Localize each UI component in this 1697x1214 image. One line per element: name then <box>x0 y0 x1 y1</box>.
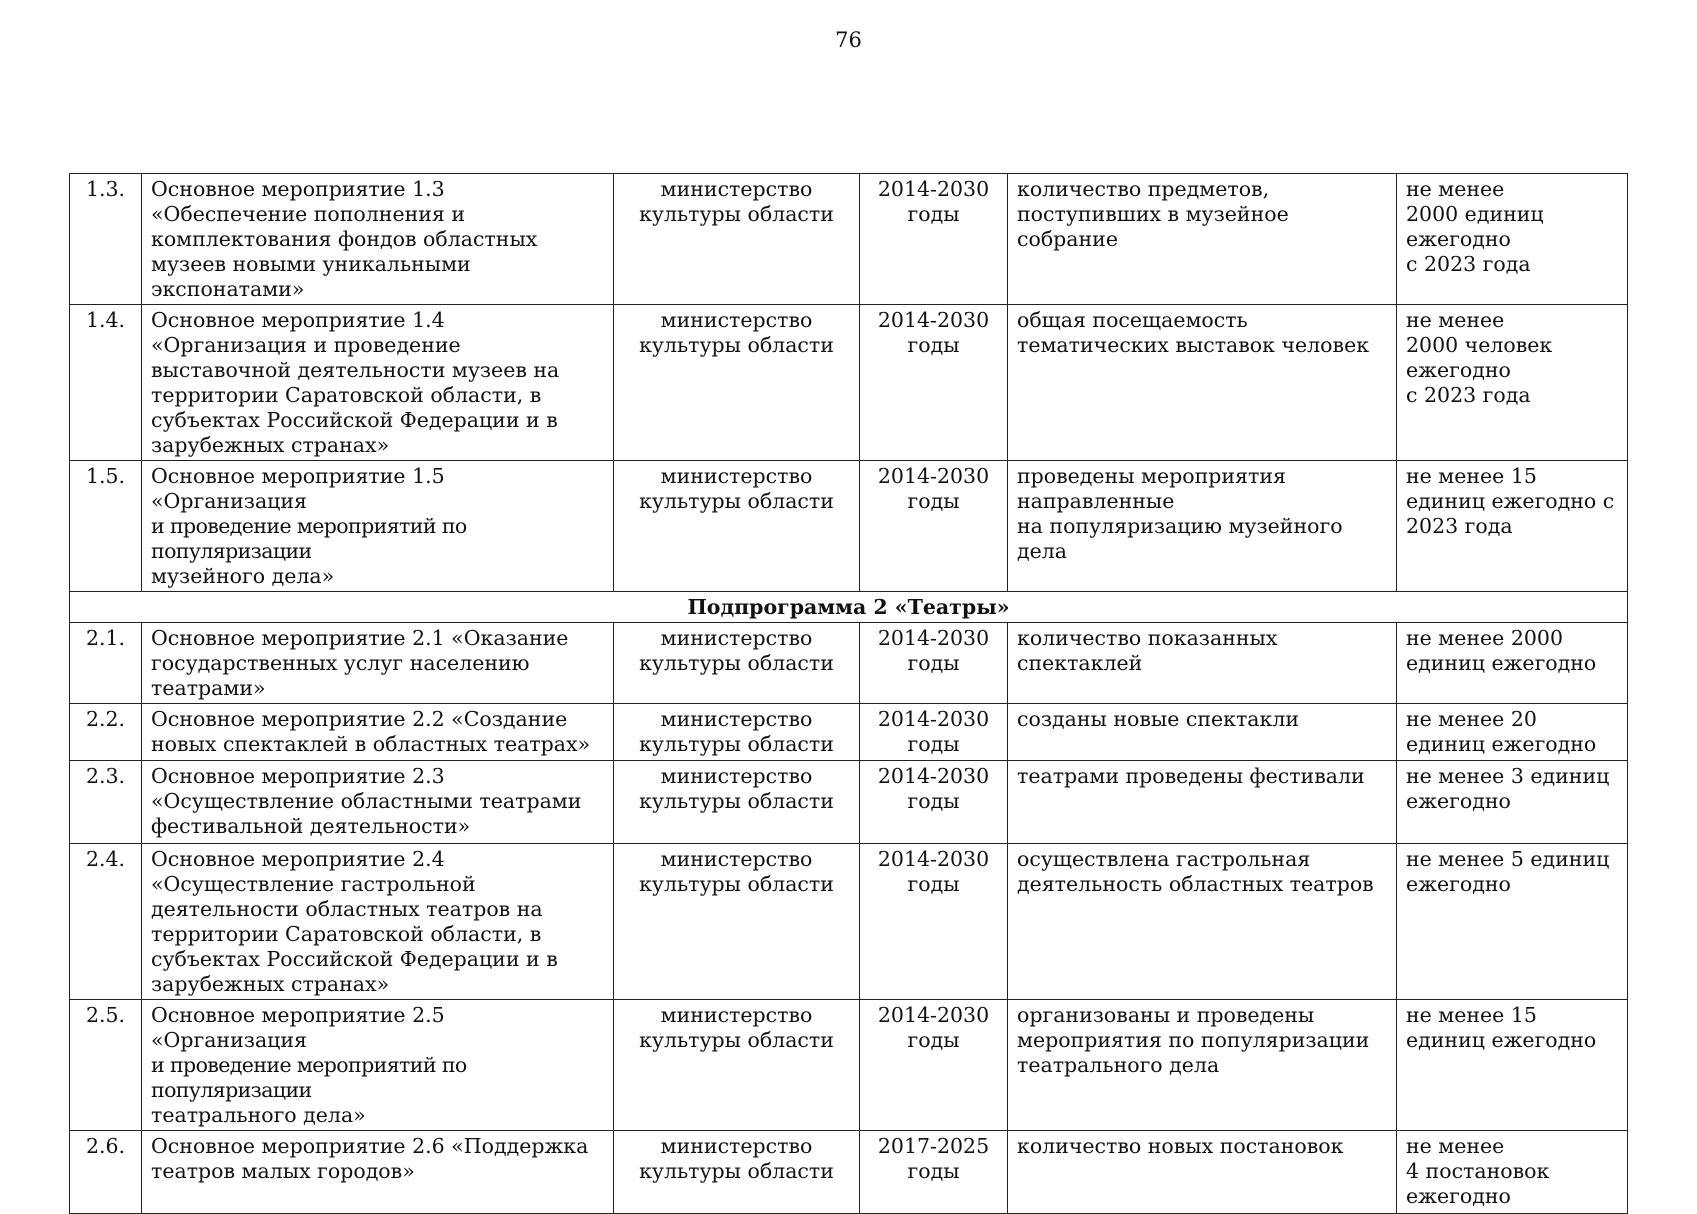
period: 2014-2030 годы <box>860 623 1008 704</box>
target-value: не менее 2000 человек ежегодно с 2023 года <box>1397 305 1628 461</box>
period: 2014-2030 годы <box>860 704 1008 761</box>
indicator: созданы новые спектакли <box>1008 704 1397 761</box>
period: 2014-2030 годы <box>860 844 1008 1000</box>
executor: министерство культуры области <box>614 844 860 1000</box>
row-number: 2.4. <box>70 844 142 1000</box>
section-row <box>70 592 1628 623</box>
event-name <box>142 461 614 592</box>
period: 2017-2025 годы <box>860 1131 1008 1214</box>
indicator: количество новых постановок <box>1008 1131 1397 1214</box>
table-row <box>70 1131 1628 1214</box>
table-row <box>70 623 1628 704</box>
executor: министерство культуры области <box>614 305 860 461</box>
table-row <box>70 461 1628 592</box>
indicator: проведены мероприятия направленные на популяризацию музейного дела <box>1008 461 1397 592</box>
indicator: театрами проведены фестивали <box>1008 761 1397 844</box>
row-number: 2.3. <box>70 761 142 844</box>
row-number: 2.6. <box>70 1131 142 1214</box>
target-value: не менее 2000 единиц ежегодно <box>1397 623 1628 704</box>
table-row <box>70 761 1628 844</box>
event-name-line: и проведение мероприятий по популяризации <box>151 1053 467 1102</box>
target-value: не менее 20 единиц ежегодно <box>1397 704 1628 761</box>
executor: министерство культуры области <box>614 1131 860 1214</box>
event-name: Основное мероприятие 1.4 «Организация и проведение выставочной деятельности музеев на территории Саратовской области, в субъектах Российской Федерации и в зарубежных странах» <box>142 305 614 461</box>
period: 2014-2030 годы <box>860 761 1008 844</box>
table-row <box>70 174 1628 305</box>
row-number: 2.1. <box>70 623 142 704</box>
executor: министерство культуры области <box>614 623 860 704</box>
target-value: не менее 5 единиц ежегодно <box>1397 844 1628 1000</box>
indicator: количество предметов, поступивших в музейное собрание <box>1008 174 1397 305</box>
event-name: Основное мероприятие 1.3 «Обеспечение пополнения и комплектования фондов областных музеев новыми уникальными экспонатами» <box>142 174 614 305</box>
event-name: Основное мероприятие 2.4 «Осуществление гастрольной деятельности областных театров на территории Саратовской области, в субъектах Российской Федерации и в зарубежных странах» <box>142 844 614 1000</box>
target-value: не менее 15 единиц ежегодно <box>1397 1000 1628 1131</box>
row-number: 1.3. <box>70 174 142 305</box>
executor: министерство культуры области <box>614 174 860 305</box>
indicator: организованы и проведены мероприятия по популяризации театрального дела <box>1008 1000 1397 1131</box>
period: 2014-2030 годы <box>860 305 1008 461</box>
table-row <box>70 844 1628 1000</box>
target-value: не менее 3 единиц ежегодно <box>1397 761 1628 844</box>
table-row <box>70 704 1628 761</box>
row-number: 1.5. <box>70 461 142 592</box>
event-name-line: театрального дела» <box>151 1103 366 1127</box>
row-number: 2.2. <box>70 704 142 761</box>
event-name-line: и проведение мероприятий по популяризации <box>151 514 467 563</box>
program-events-table <box>69 173 1628 1214</box>
event-name-line: музейного дела» <box>151 564 335 588</box>
period: 2014-2030 годы <box>860 461 1008 592</box>
period: 2014-2030 годы <box>860 174 1008 305</box>
event-name: Основное мероприятие 2.1 «Оказание государственных услуг населению театрами» <box>142 623 614 704</box>
executor: министерство культуры области <box>614 704 860 761</box>
table-row <box>70 1000 1628 1131</box>
event-name-line: Основное мероприятие 2.5 «Организация <box>151 1003 445 1052</box>
target-value: не менее 4 постановок ежегодно <box>1397 1131 1628 1214</box>
section-title: Подпрограмма 2 «Театры» <box>70 592 1628 623</box>
row-number: 1.4. <box>70 305 142 461</box>
event-name-line: Основное мероприятие 1.5 «Организация <box>151 464 445 513</box>
row-number: 2.5. <box>70 1000 142 1131</box>
page-number: 76 <box>835 28 862 52</box>
indicator: общая посещаемость тематических выставок человек <box>1008 305 1397 461</box>
event-name: Основное мероприятие 2.6 «Поддержка театров малых городов» <box>142 1131 614 1214</box>
indicator: количество показанных спектаклей <box>1008 623 1397 704</box>
event-name <box>142 1000 614 1131</box>
event-name: Основное мероприятие 2.3 «Осуществление областными театрами фестивальной деятельности» <box>142 761 614 844</box>
target-value: не менее 15 единиц ежегодно с 2023 года <box>1397 461 1628 592</box>
executor: министерство культуры области <box>614 761 860 844</box>
period: 2014-2030 годы <box>860 1000 1008 1131</box>
executor: министерство культуры области <box>614 1000 860 1131</box>
table-row <box>70 305 1628 461</box>
target-value: не менее 2000 единиц ежегодно с 2023 года <box>1397 174 1628 305</box>
indicator: осуществлена гастрольная деятельность областных театров <box>1008 844 1397 1000</box>
executor: министерство культуры области <box>614 461 860 592</box>
event-name: Основное мероприятие 2.2 «Создание новых спектаклей в областных театрах» <box>142 704 614 761</box>
